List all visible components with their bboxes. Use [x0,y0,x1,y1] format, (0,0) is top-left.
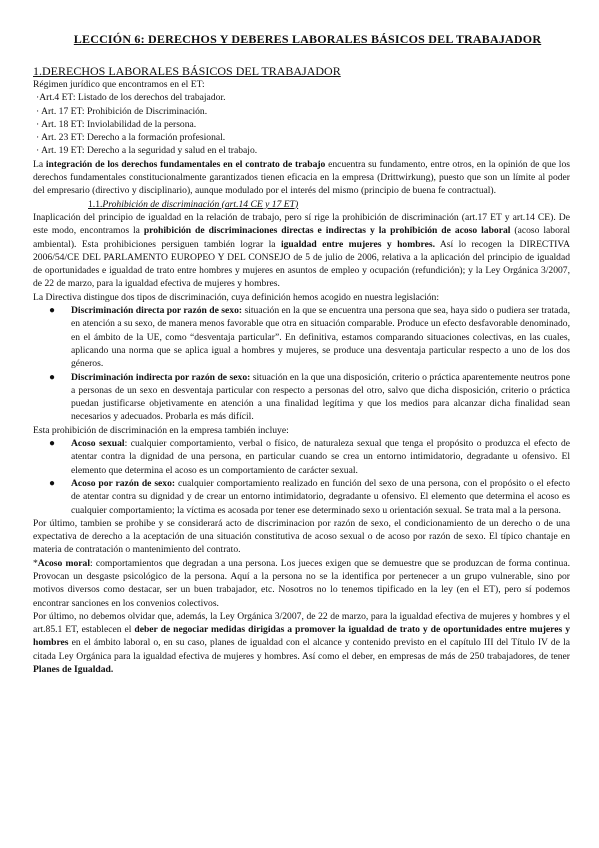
paragraph-integration [33,158,570,198]
list-item [49,304,571,370]
bold-run: Acoso sexual [71,438,125,450]
bold-run: Discriminación directa por razón de sexo: [71,305,243,317]
paragraph-moral-harassment [33,557,570,610]
bold-run: Acoso por razón de sexo: [71,477,176,489]
subsection-number: 1.1. [88,198,103,210]
bold-run: integración de los derechos fundamentales en el contrato de trabajo [45,158,326,170]
bold-run: Acoso moral [37,557,90,569]
article-item: · Art. 18 ET: Inviolabilidad de la persona. [36,118,197,130]
bold-run: Planes de Igualdad. [33,664,114,676]
list-item [49,371,570,424]
bold-run: igualdad entre mujeres y hombres. [280,238,436,250]
text-run: : cualquier comportamiento, verbal o físico, de naturaleza sexual que tenga el propósito o produzca el efecto de atentar contra la dignidad de una persona, en particular cuando se crea un entorno intimidatorio, degradante u ofensivo. El elemento que determina el acoso es un comportamiento de carácter sexual. [71,438,571,476]
page-title: LECCIÓN 6: DERECHOS Y DEBERES LABORALES BÁSICOS DEL TRABAJADOR [73,32,542,46]
text-run: situación en la que se encuentra una persona que sea, haya sido o pudiera ser tratada, en atención a su sexo, de manera menos favorable que otra en situación comparable. Produce un efecto desfavorable denominado, en el ámbito de la UE, como “desventaja particular”. En definitiva, estamos comparando situaciones colectivas, en las cuales, aplicando una norma que se aplica igual a hombres y mujeres, se produce una desventaja particular respecto a uno de los dos géneros. [71,305,571,370]
bold-run: Discriminación indirecta por razón de sexo: [71,371,251,383]
text-run: * [33,557,38,569]
section-heading [33,64,570,78]
paragraph-equality-plans [33,610,570,676]
bold-run: deber de negociar medidas dirigidas a promover la igualdad de trato y de oportunidades entre mujeres y hombres [33,624,570,649]
document-page [33,32,570,676]
text-run: Inaplicación del principio de igualdad en la relación de trabajo, pero sí rige la prohibición de discriminación (art.17 ET y art.14 CE). De este modo, encontramos la [33,211,570,237]
article-item: · Art. 17 ET: Prohibición de Discriminación. [36,105,208,117]
text-run: : comportamientos que degradan a una persona. Los jueces exigen que se demuestre que se produzcan de forma continua. Provocan un desgaste psicológico de la persona. Aquí a la persona no se la identifica por pertenecer a un grupo vulnerable, sino por motivos diversos como destacar, ser un buen trabajador, etc. Nosotros no lo tenemos tipificado en la ley (en el ET), pero sí podemos encontrar sanciones en los convenios colectivos. [33,557,571,609]
harassment-types-list [33,437,570,517]
paragraph-directive: La Directiva distingue dos tipos de discriminación, cuya definición hemos acogido en nuestra legislación: [33,291,440,303]
list-item [49,477,570,517]
discrimination-types-list [33,304,570,424]
list-item [49,437,571,477]
section-heading-text: 1.DERECHOS LABORALES BÁSICOS DEL TRABAJADOR [33,64,341,78]
article-item: · Art. 23 ET: Derecho a la formación profesional. [36,132,226,144]
subsection-title: Prohibición de discriminación (art.14 CE y 17 ET) [102,198,299,210]
regime-intro: Régimen jurídico que encontramos en el ET: [33,79,205,90]
text-run: situación en la que una disposición, criterio o práctica aparentemente neutros pone a personas de un sexo en desventaja particular con respecto a personas del otro, salvo que dicha disposición, criterio o práctica puedan justificarse objetivamente en atención a una finalidad legítima y que los medios para alcanzar dicha finalidad sean necesarios y adecuados. Probarla es más difícil. [71,371,570,423]
bullet-icon: ● [49,477,56,489]
text-run: Por último, no debemos olvidar que, además, la Ley Orgánica 3/2007, de 22 de marzo, para la igualdad efectiva de mujeres y hombres y el art.85.1 ET, establecen el [33,610,570,636]
bold-run: prohibición de discriminaciones directas e indirectas y la prohibición de acoso laboral [143,225,511,237]
text-run: cualquier comportamiento realizado en función del sexo de una persona, con el propósito o el efecto de atentar contra su dignidad y de crear un entorno intimidatorio, degradante u ofensivo. El elemento que determina el acoso es cualquier comportamiento; la víctima es acosada por tener ese determinado sexo u orientación sexual. Se trata mal a la persona. [71,477,570,516]
article-item: ·Art.4 ET: Listado de los derechos del trabajador. [36,92,226,104]
text-run: en el ámbito laboral o, en su caso, planes de igualdad con el alcance y contenido previsto en el capítulo III del Título IV de la citada Ley Orgánica para la igualdad efectiva de mujeres y hombres. Así como el deber, en empresas de más de 250 trabajadores, de tener [33,637,570,662]
bullet-icon: ● [49,371,56,383]
text-run: (acoso laboral ambiental). Esta prohibiciones persiguen también lograr la [33,225,570,250]
bullet-icon: ● [49,305,56,317]
paragraph-includes: Esta prohibición de discriminación en la empresa también incluye: [33,424,289,436]
text-run: La [33,158,46,170]
text-run: Así lo recogen la DIRECTIVA 2006/54/CE DEL PARLAMENTO EUROPEO Y DEL CONSEJO de 5 de julio de 2006, relativa a la aplicación del principio de igualdad de oportunidades e igualdad de trato entre hombres y mujeres en asuntos de empleo y ocupación (refundición); y la Ley Orgánica 3/2007, de 22 de marzo, para la igualdad efectiva de mujeres y hombres. [33,238,570,290]
text-run: encuentra su fundamento, entre otros, en la opinión de que los derechos fundamentales constitucionalmente garantizados tienen eficacia en la empresa (Drittwirkung), puesto que son un límite al poder del empresario (directivo y disciplinario), aunque modulado por el interés del mismo (principio de buena fe contractual). [33,158,570,197]
paragraph-conditioning: Por último, tambien se prohibe y se considerará acto de discriminacion por razón de sexo, el condicionamiento de un derecho o de una expectativa de derecho a la aceptación de una situación constitutiva de acoso sexual o de acoso por razón de sexo. El típico chantaje en materia de contratación o mantenimiento del contrato. [33,517,570,556]
paragraph-discrimination [33,211,570,291]
bullet-icon: ● [49,438,56,450]
subsection-heading [88,198,570,211]
article-item: · Art. 19 ET: Derecho a la seguridad y salud en el trabajo. [36,145,258,157]
